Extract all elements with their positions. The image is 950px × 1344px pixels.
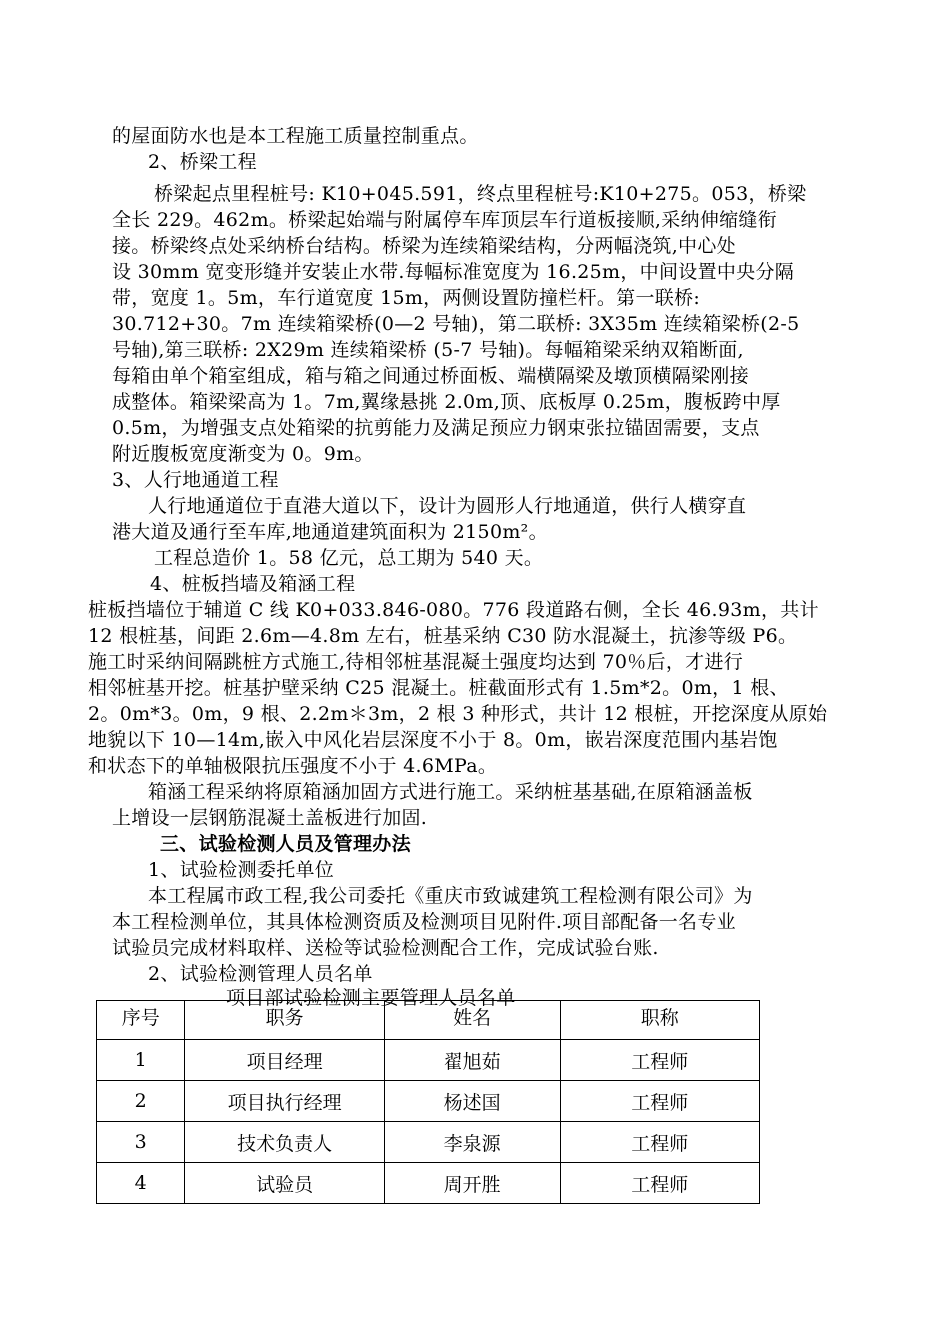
paragraph-line: 0.5m，为增强支点处箱梁的抗剪能力及满足预应力钢束张拉锚固需要，支点: [112, 417, 760, 439]
cell-name: 周开胜: [384, 1163, 560, 1204]
cell-no: 2: [97, 1081, 185, 1122]
paragraph-line: 全长 229。462m。桥梁起始端与附属停车库顶层车行道板接顺,采纳伸缩缝衔: [112, 209, 778, 231]
paragraph-line: 桩板挡墙位于辅道 C 线 K0+033.846-080。776 段道路右侧，全长 46.93m，共计: [88, 599, 819, 621]
paragraph-line: 成整体。箱梁梁高为 1。7m,翼缘悬挑 2.0m,顶、底板厚 0.25m，腹板跨中厚: [112, 391, 781, 413]
table-header-row: [97, 1001, 760, 1040]
paragraph-line: 30.712+30。7m 连续箱梁桥(0—2 号轴)，第二联桥: 3X35m 连续箱梁桥(2-5: [112, 313, 800, 335]
cell-title: 工程师: [560, 1163, 759, 1204]
table-caption: 项目部试验检测主要管理人员名单: [226, 987, 516, 1009]
section-heading-underpass: 3、人行地通道工程: [112, 469, 279, 491]
paragraph-line: 相邻桩基开挖。桩基护壁采纳 C25 混凝土。桩截面形式有 1.5m*2。0m，1 根、: [88, 677, 789, 699]
paragraph-line: 施工时采纳间隔跳桩方式施工,待相邻桩基混凝土强度均达到 70％后，才进行: [88, 651, 744, 673]
cell-name: 杨述国: [384, 1081, 560, 1122]
table-row: [97, 1163, 760, 1204]
paragraph-line: 每箱由单个箱室组成，箱与箱之间通过桥面板、端横隔梁及墩顶横隔梁刚接: [112, 365, 749, 387]
staff-table: [96, 1000, 760, 1204]
paragraph-line: 本工程检测单位，其具体检测资质及检测项目见附件.项目部配备一名专业: [112, 911, 736, 933]
table-row: [97, 1122, 760, 1163]
paragraph-line: 12 根桩基，间距 2.6m—4.8m 左右，桩基采纳 C30 防水混凝土，抗渗等级 P6。: [88, 625, 798, 647]
col-header-no: 序号: [97, 1001, 185, 1040]
paragraph-line: 本工程属市政工程,我公司委托《重庆市致诚建筑工程检测有限公司》为: [148, 885, 753, 907]
col-header-position: 职务: [185, 1001, 384, 1040]
table-row: [97, 1081, 760, 1122]
paragraph-line: 试验员完成材料取样、送检等试验检测配合工作，完成试验台账.: [112, 937, 659, 959]
paragraph-line: 接。桥梁终点处采纳桥台结构。桥梁为连续箱梁结构，分两幅浇筑,中心处: [112, 235, 736, 257]
col-header-name: 姓名: [384, 1001, 560, 1040]
cell-position: 试验员: [185, 1163, 384, 1204]
col-header-title: 职称: [560, 1001, 759, 1040]
paragraph-line: 2。0m*3。0m，9 根、2.2m＊3m，2 根 3 种形式，共计 12 根桩，开挖深度从原始: [88, 703, 828, 725]
paragraph-line: 和状态下的单轴极限抗压强度不小于 4.6MPa。: [88, 755, 498, 777]
paragraph-line: 桥梁起点里程桩号: K10+045.591，终点里程桩号:K10+275。053，桥梁: [154, 183, 807, 205]
paragraph-line: 带，宽度 1。5m，车行道宽度 15m，两侧设置防撞栏杆。第一联桥:: [112, 287, 701, 309]
chapter-heading: 三、试验检测人员及管理办法: [160, 833, 411, 855]
cell-title: 工程师: [560, 1122, 759, 1163]
section-heading-entrusted-unit: 1、试验检测委托单位: [148, 859, 335, 881]
paragraph-line: 的屋面防水也是本工程施工质量控制重点。: [112, 125, 479, 147]
section-heading-retaining-wall: 4、桩板挡墙及箱涵工程: [150, 573, 356, 595]
cell-no: 4: [97, 1163, 185, 1204]
cell-title: 工程师: [560, 1040, 759, 1081]
paragraph-line: 港大道及通行至车库,地通道建筑面积为 2150m²。: [112, 521, 548, 543]
paragraph-line: 上增设一层钢筋混凝土盖板进行加固.: [112, 807, 428, 829]
cell-name: 翟旭茹: [384, 1040, 560, 1081]
paragraph-line: 设 30mm 宽变形缝并安装止水带.每幅标准宽度为 16.25m，中间设置中央分隔: [112, 261, 795, 283]
cell-position: 项目经理: [185, 1040, 384, 1081]
cell-title: 工程师: [560, 1081, 759, 1122]
cell-name: 李泉源: [384, 1122, 560, 1163]
section-heading-staff-list: 2、试验检测管理人员名单: [148, 963, 373, 985]
section-heading-bridge: 2、桥梁工程: [148, 151, 257, 173]
paragraph-line: 号轴),第三联桥: 2X29m 连续箱梁桥 (5-7 号轴)。每幅箱梁采纳双箱断面,: [112, 339, 744, 361]
paragraph-line: 箱涵工程采纳将原箱涵加固方式进行施工。采纳桩基基础,在原箱涵盖板: [148, 781, 753, 803]
cell-no: 3: [97, 1122, 185, 1163]
cell-position: 项目执行经理: [185, 1081, 384, 1122]
paragraph-line: 工程总造价 1。58 亿元，总工期为 540 天。: [154, 547, 544, 569]
paragraph-line: 地貌以下 10—14m,嵌入中风化岩层深度不小于 8。0m，嵌岩深度范围内基岩饱: [88, 729, 778, 751]
cell-no: 1: [97, 1040, 185, 1081]
paragraph-line: 人行地通道位于直港大道以下，设计为圆形人行地通道，供行人横穿直: [148, 495, 747, 517]
table-row: [97, 1040, 760, 1081]
cell-position: 技术负责人: [185, 1122, 384, 1163]
paragraph-line: 附近腹板宽度渐变为 0。9m。: [112, 443, 374, 465]
